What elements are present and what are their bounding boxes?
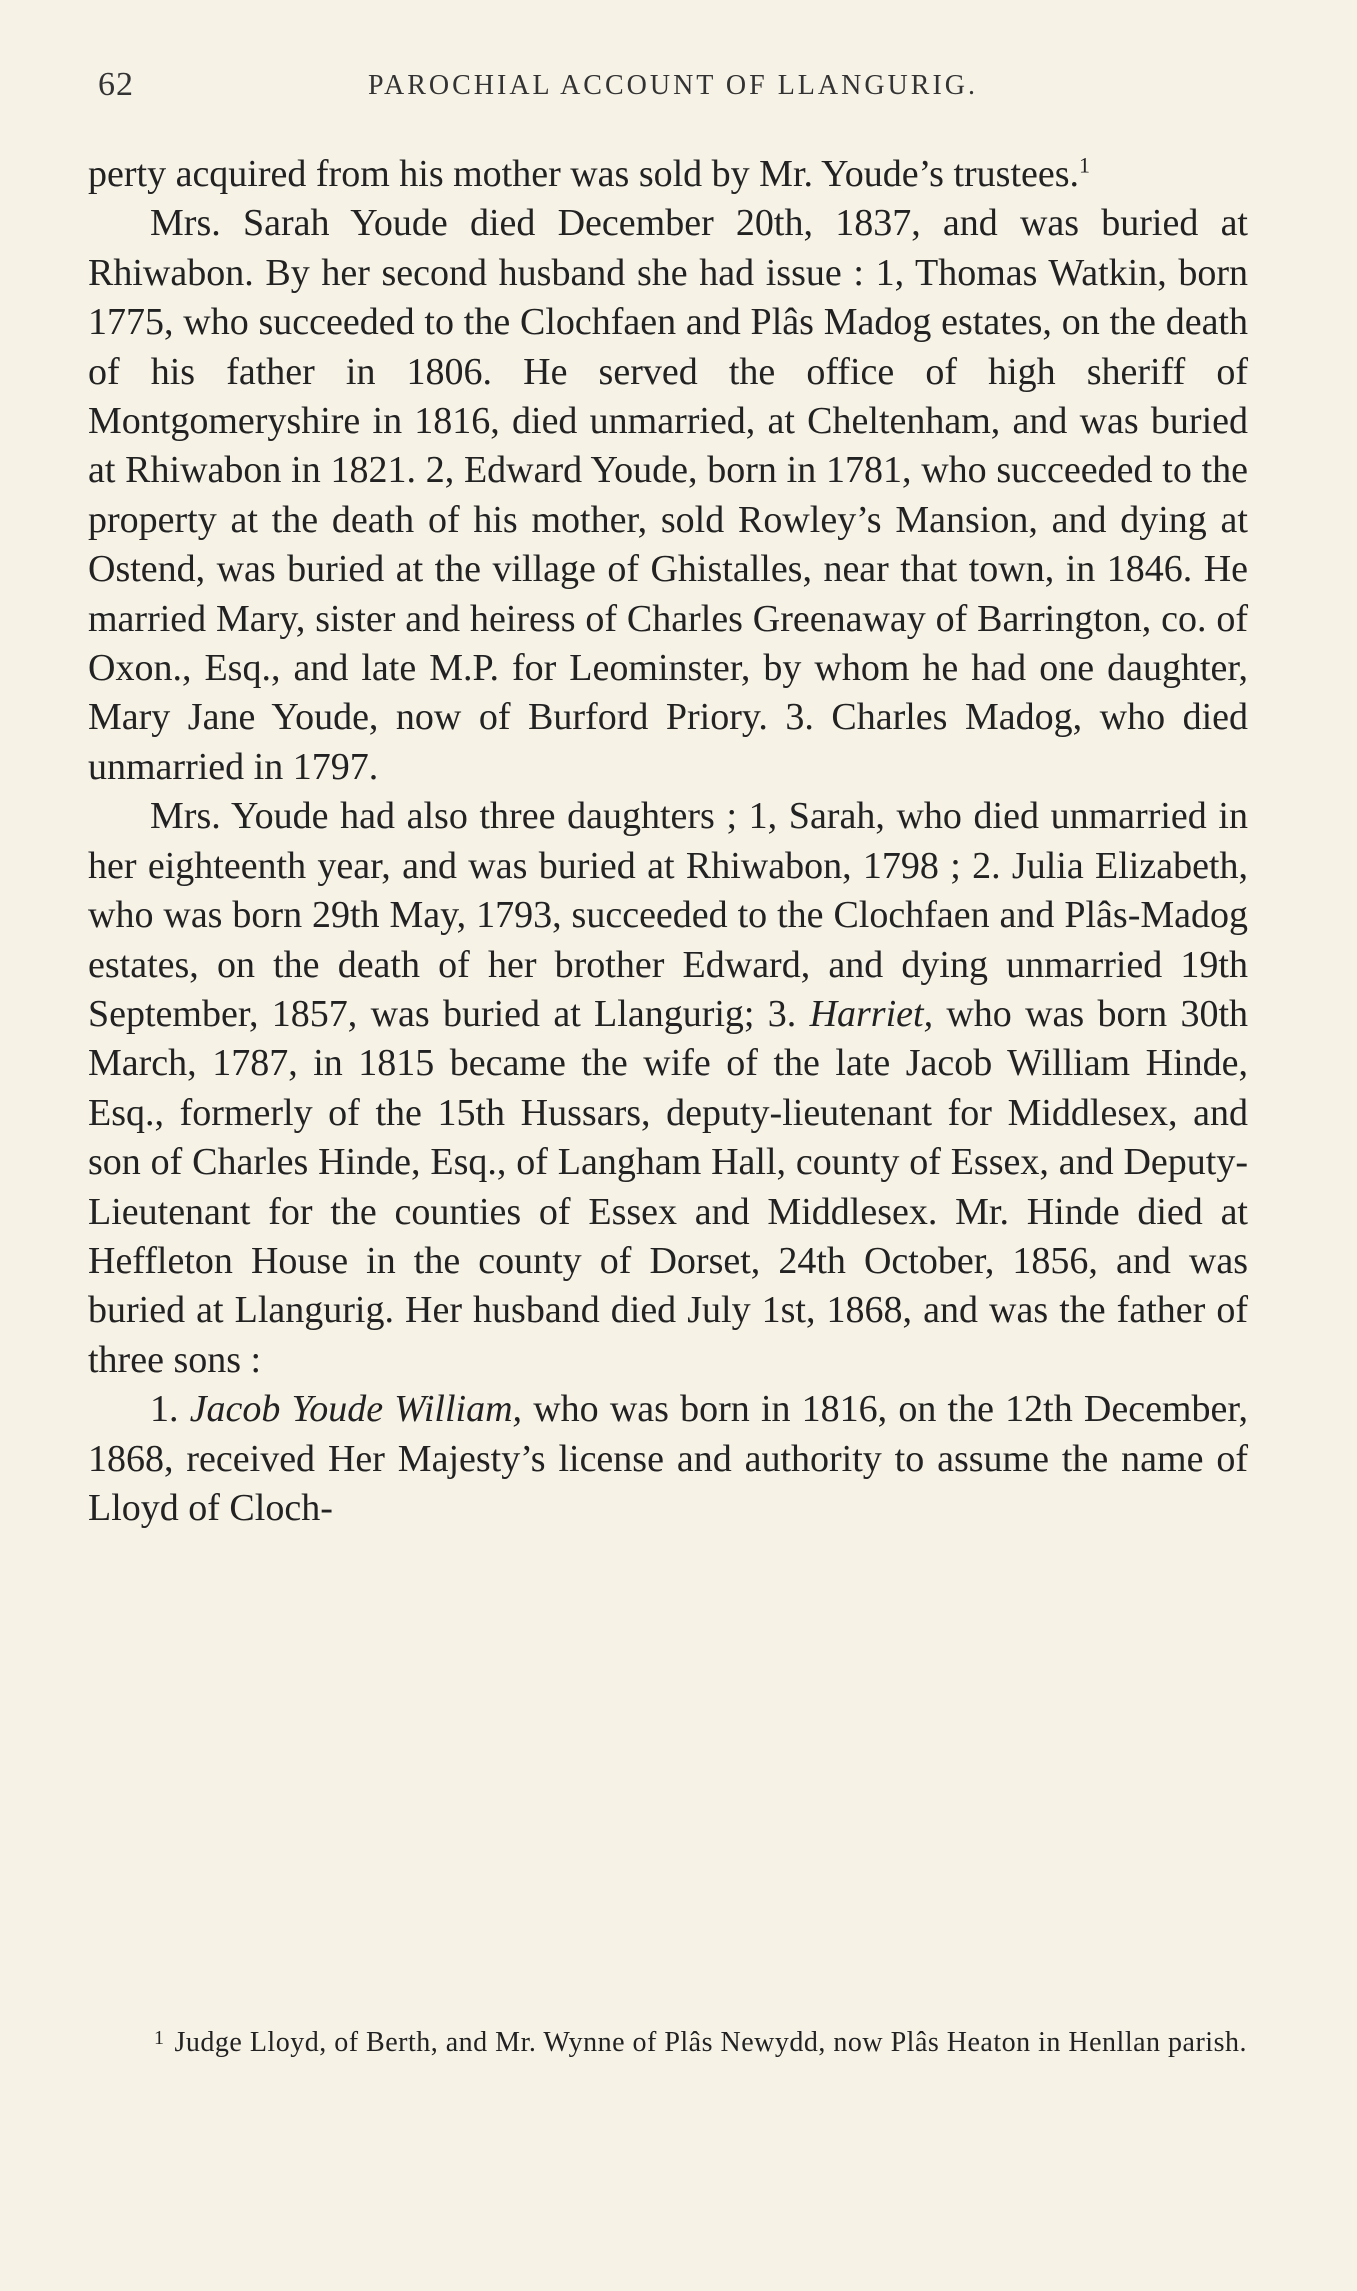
footnote-text: Judge Lloyd, of Berth, and Mr. Wynne of Plâs Newydd, now Plâs Heaton in Henllan parish.	[174, 2027, 1247, 2058]
page-header	[98, 66, 1248, 106]
running-title: PAROCHIAL ACCOUNT OF LLANGURIG.	[367, 70, 978, 101]
paragraph-4	[88, 1385, 1248, 1533]
paragraph-2-text: Mrs. Sarah Youde died December 20th, 1837, and was buried at Rhiwabon. By her second husband she had issue : 1, Thomas Watkin, born 1775, who succeeded to the Clochfaen and Plâs Madog estates, on the death of his father in 1806. He served the office of high sheriff of Montgomeryshire in 1816, died unmarried, at Cheltenham, and was buried at Rhiwabon in 1821. 2, Edward Youde, born in 1781, who succeeded to the property at the death of his mother, sold Rowley’s Mansion, and dying at Ostend, was buried at the village of Ghistalles, near that town, in 1846. He married Mary, sister and heiress of Charles Greenaway of Barrington, co. of Oxon., Esq., and late M.P. for Leominster, by whom he had one daughter, Mary Jane Youde, now of Burford Priory. 3. Charles Madog, who died unmarried in 1797.	[88, 202, 1248, 788]
paragraph-4-text-after: who was born in 1816, on the 12th December, 1868, received Her Majesty’s license and authority to assume the name of Lloyd of Cloch-	[88, 1388, 1248, 1529]
paragraph-3-text-before: Mrs. Youde had also three daughters ; 1, Sarah, who died unmarried in her eighteenth year, and was buried at Rhiwabon, 1798 ; 2. Julia Elizabeth, who was born 29th May, 1793, succeeded to the Clochfaen and Plâs-Madog estates, on the death of her brother Edward, and dying unmarried 19th September, 1857, was buried at Llangurig; 3.	[88, 795, 1248, 1035]
paragraph-3	[88, 792, 1248, 1385]
paragraph-1-text: perty acquired from his mother was sold by Mr. Youde’s trustees.	[88, 153, 1080, 195]
page-number: 62	[98, 66, 134, 103]
footnote	[88, 2024, 1248, 2062]
paragraph-3-text-after: who was born 30th March, 1787, in 1815 became the wife of the late Jacob William Hinde, Esq., formerly of the 15th Hussars, deputy-lieutenant for Middlesex, and son of Charles Hinde, Esq., of Langham Hall, county of Essex, and Deputy-Lieutenant for the counties of Essex and Middlesex. Mr. Hinde died at Heffleton House in the county of Dorset, 24th October, 1856, and was buried at Llangurig. Her husband died July 1st, 1868, and was the father of three sons :	[88, 992, 1248, 1381]
paragraph-3-italic-name: Harriet,	[809, 992, 934, 1035]
footnote-mark: 1	[154, 2027, 165, 2049]
paragraph-2	[88, 199, 1248, 792]
paragraph-4-italic-name: Jacob Youde William,	[189, 1388, 523, 1431]
paragraph-4-text-before: 1.	[150, 1388, 190, 1431]
paragraph-1	[88, 150, 1248, 199]
footnote-reference: 1	[1079, 152, 1091, 178]
body-text	[88, 150, 1248, 1533]
